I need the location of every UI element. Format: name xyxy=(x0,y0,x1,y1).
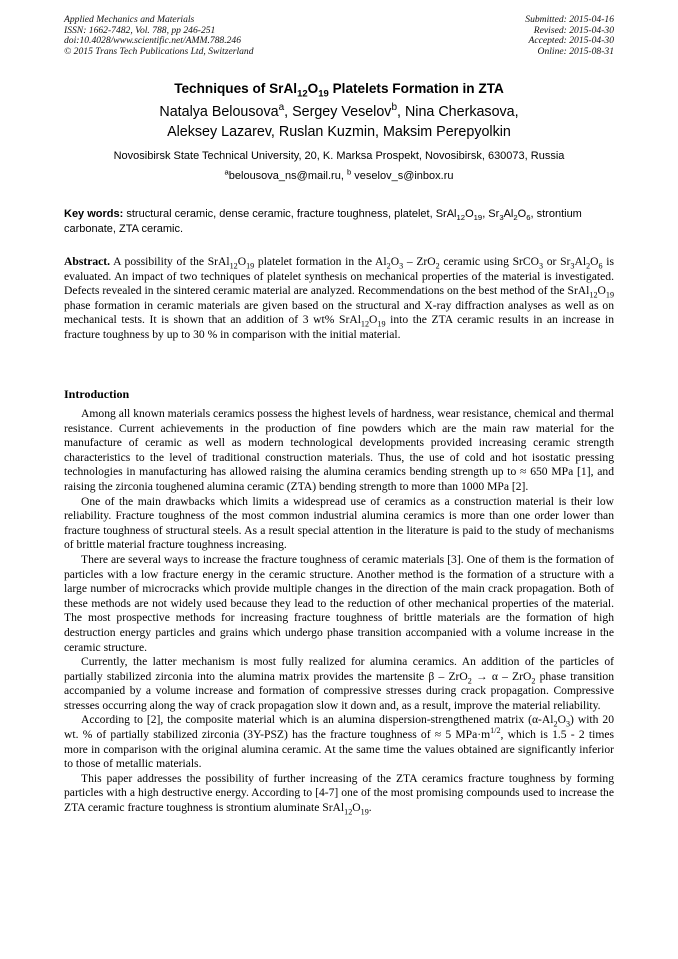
author-line-2: Aleksey Lazarev, Ruslan Kuzmin, Maksim Perepyolkin xyxy=(167,124,511,140)
intro-paragraph-6: This paper addresses the possibility of further increasing of the ZTA ceramics fracture toughness by forming particles with a high destructive energy. According to [4-7] one of the most promising compounds used to increase the ZTA ceramic fracture toughness is strontium aluminate $SrAl_{12}O_{19}$. xyxy=(64,771,614,817)
keywords-label: Key words: xyxy=(64,208,124,220)
intro-paragraph-1: Among all known materials ceramics possess the highest levels of hardness, wear resistance, chemical and thermal resistance. Current achievements in the production of fine powders which are the main raw material for the manufacture of ceramic as well as modern technological developments provided increasing ceramic strength characteristics to the level of traditional construction materials. Thus, the use of cold and hot isostatic pressing technologies in manufacturing has allowed raising the alumina ceramics bending strength up to ≈ 650 MPa [1], and raising the zirconia toughened alumina ceramic (ZTA) bending strength to more than 1000 MPa [2]. xyxy=(64,407,614,493)
introduction-body xyxy=(64,407,614,816)
journal-info xyxy=(64,15,254,57)
abstract xyxy=(64,255,614,343)
intro-paragraph-4: Currently, the latter mechanism is most fully realized for alumina ceramics. An addition of the particles of partially stabilized zirconia into the alumina matrix provides the martensite β – ZrO$_2$ → α – ZrO$_2$ phase transition accompanied by a volume increase and formation of compressive stresses during crack propagation. Compressive stresses occurring along the way of crack propagation slow it down and, as a result, improve the material reliability. xyxy=(64,655,614,712)
journal-doi: doi:10.4028/www.scientific.net/AMM.788.246 xyxy=(64,35,242,47)
abstract-label: Abstract. xyxy=(64,255,111,268)
intro-paragraph-3: There are several ways to increase the fracture toughness of ceramic materials [3]. One of them is the formation of particles with a low fracture energy in the ceramic structure. Another method is the formation of a structure with a large number of microcracks which provide multiple changes in the direction of the main crack propagation. Both of these methods are not widely used because they lead to the reduction of other mechanical properties of the material. The most prospective methods for increasing fracture toughness of brittle materials are the formation of high destruction energy particles and grains which undergo phase transition accompanied with a volume increase in the ceramic structure. xyxy=(64,552,614,654)
author-emails: $^a$belousova_ns@mail.ru, $^b$ veselov_s@inbox.ru xyxy=(224,167,454,182)
journal-name: Applied Mechanics and Materials xyxy=(64,14,195,25)
journal-copyright: © 2015 Trans Tech Publications Ltd, Switzerland xyxy=(64,45,254,57)
abstract-paragraph: Abstract. A possibility of the $SrAl_{12}O_{19}$ platelet formation in the $Al_2O_3 - ZrO_2$ ceramic using SrCO$_3$ or $Sr_3Al_2O_6$ is evaluated. An impact of two techniques of platelet synthesis on mechanical properties of the material is investigated. Defects revealed in the sintered ceramic material are analyzed. Recommendations on the best method of the $SrAl_{12}O_{19}$ phase formation in ceramic materials are given based on the structural and X-ray diffraction analyses as well as on mechanical tests. It is shown that an addition of 3 wt% $SrAl_{12}O_{19}$ into the ZTA ceramic results in an increase in fracture toughness by up to 30 % in comparison with the initial material. xyxy=(64,255,614,341)
paper-title: Techniques of $SrAl_{12}O_{19}$ Platelets Formation in ZTA xyxy=(174,81,504,100)
keywords: Key words: structural ceramic, dense ceramic, fracture toughness, platelet, $SrAl_{12}O_{19}$, $Sr_3Al_2O_6$, strontium carbonate, ZTA ceramic. xyxy=(64,208,582,235)
affiliation: Novosibirsk State Technical University, 20, K. Marksa Prospekt, Novosibirsk, 630073, Russia xyxy=(113,150,565,162)
article-dates xyxy=(525,15,614,57)
author-list xyxy=(40,102,638,142)
date-submitted: Submitted: 2015-04-16 xyxy=(525,14,614,25)
introduction-heading: Introduction xyxy=(64,387,130,401)
date-accepted: Accepted: 2015-04-30 xyxy=(528,35,614,47)
journal-issn: ISSN: 1662-7482, Vol. 788, pp 246-251 xyxy=(64,24,216,36)
date-revised: Revised: 2015-04-30 xyxy=(533,24,614,36)
intro-paragraph-2: One of the main drawbacks which limits a widespread use of ceramics as a construction material is their low reliability. Fracture toughness of the most common industrial alumina ceramics is more than one order lower than fracture toughness of structural steels. As a result special attention in the literature is paid to the study of mechanisms of brittle material fracture toughness increasing. xyxy=(64,494,614,552)
author-line-1: Natalya Belousova$^a$, Sergey Veselov$^b$, Nina Cherkasova, xyxy=(159,102,519,120)
intro-paragraph-5: According to [2], the composite material which is an alumina dispersion-strengthened matrix $(\alpha-Al_2O_3)$ with 20 wt. % of partially stabilized zirconia (3Y-PSZ) has the fracture toughness of ≈ 5 $MPa\cdot m^{1/2}$, which is 1.5 - 2 times more in comparison with the original alumina ceramic. At the same time the values obtained are significantly inferior to those of metallic materials. xyxy=(64,713,614,771)
date-online: Online: 2015-08-31 xyxy=(537,45,614,57)
